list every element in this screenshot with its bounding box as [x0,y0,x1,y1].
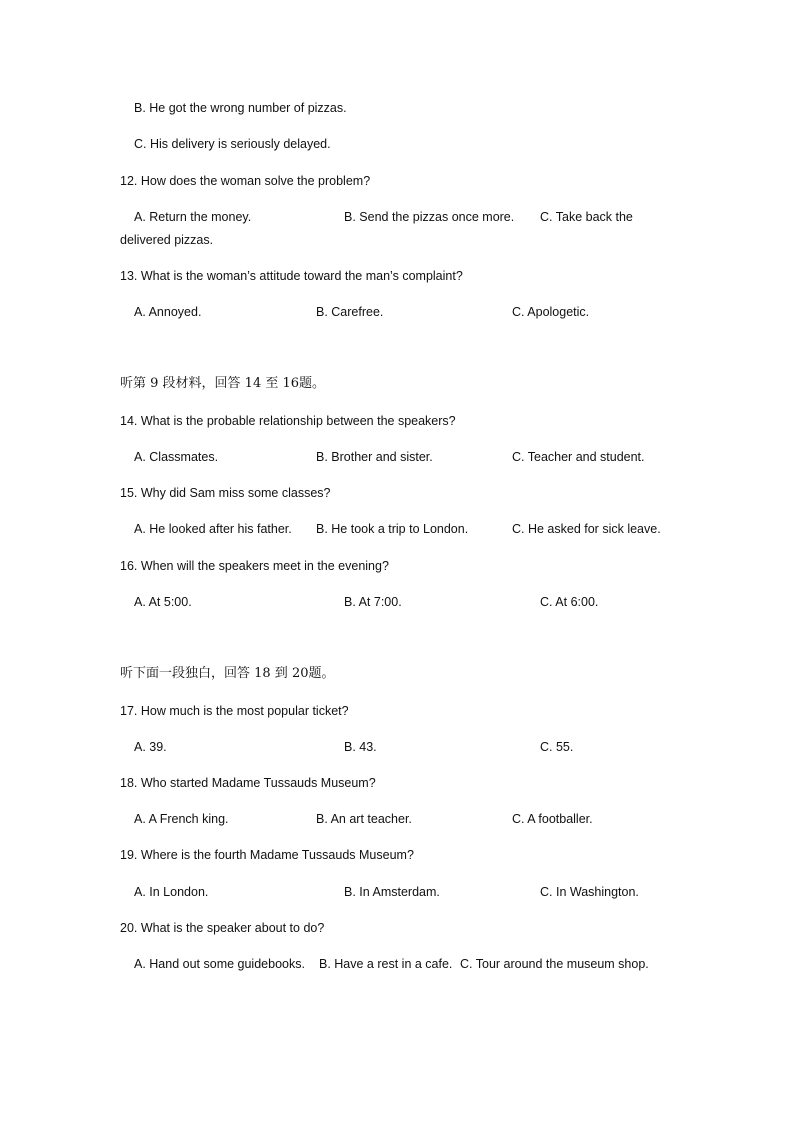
q13-option-b: B. Carefree. [316,305,384,319]
q13-question: 13. What is the woman’s attitude toward the man’s complaint? [120,269,463,283]
q16-question: 16. When will the speakers meet in the evening? [120,559,389,573]
q12-option-b: B. Send the pizzas once more. [344,210,515,224]
q17-option-c: C. 55. [540,740,574,754]
q13-option-c: C. Apologetic. [512,305,590,319]
q19-option-b: B. In Amsterdam. [344,885,440,899]
q18-question: 18. Who started Madame Tussauds Museum? [120,776,376,790]
q12-option-c: C. Take back the [540,210,633,224]
q17-option-a: A. 39. [134,740,167,754]
q13-option-a: A. Annoyed. [134,305,202,319]
q20-option-c: C. Tour around the museum shop. [460,957,649,971]
q17-option-b: B. 43. [344,740,377,754]
q17-question: 17. How much is the most popular ticket? [120,704,349,718]
q12-option-c-continued: delivered pizzas. [120,233,214,247]
q18-option-a: A. A French king. [134,812,229,826]
q20-option-b: B. Have a rest in a cafe. [319,957,453,971]
q15-option-b: B. He took a trip to London. [316,522,469,536]
q12-option-a: A. Return the money. [134,210,252,224]
q14-option-a: A. Classmates. [134,450,219,464]
q16-option-c: C. At 6:00. [540,595,599,609]
q14-question: 14. What is the probable relationship between the speakers? [120,414,456,428]
q19-question: 19. Where is the fourth Madame Tussauds Museum? [120,848,414,862]
q19-option-a: A. In London. [134,885,209,899]
q20-question: 20. What is the speaker about to do? [120,921,325,935]
q19-option-c: C. In Washington. [540,885,639,899]
q14-option-c: C. Teacher and student. [512,450,645,464]
q15-question: 15. Why did Sam miss some classes? [120,486,331,500]
q15-option-c: C. He asked for sick leave. [512,522,661,536]
q18-option-b: B. An art teacher. [316,812,412,826]
section-9-instruction: 听第 9 段材料，回答 14 至 16题。 [120,376,326,391]
q12-question: 12. How does the woman solve the problem? [120,174,371,188]
q18-option-c: C. A footballer. [512,812,593,826]
q16-option-b: B. At 7:00. [344,595,402,609]
q20-option-a: A. Hand out some guidebooks. [134,957,305,971]
q11-option-b: B. He got the wrong number of pizzas. [134,101,347,115]
q16-option-a: A. At 5:00. [134,595,192,609]
section-10-instruction: 听下面一段独白，回答 18 到 20题。 [120,666,335,681]
q14-option-b: B. Brother and sister. [316,450,433,464]
q11-option-c: C. His delivery is seriously delayed. [134,137,331,151]
q15-option-a: A. He looked after his father. [134,522,292,536]
